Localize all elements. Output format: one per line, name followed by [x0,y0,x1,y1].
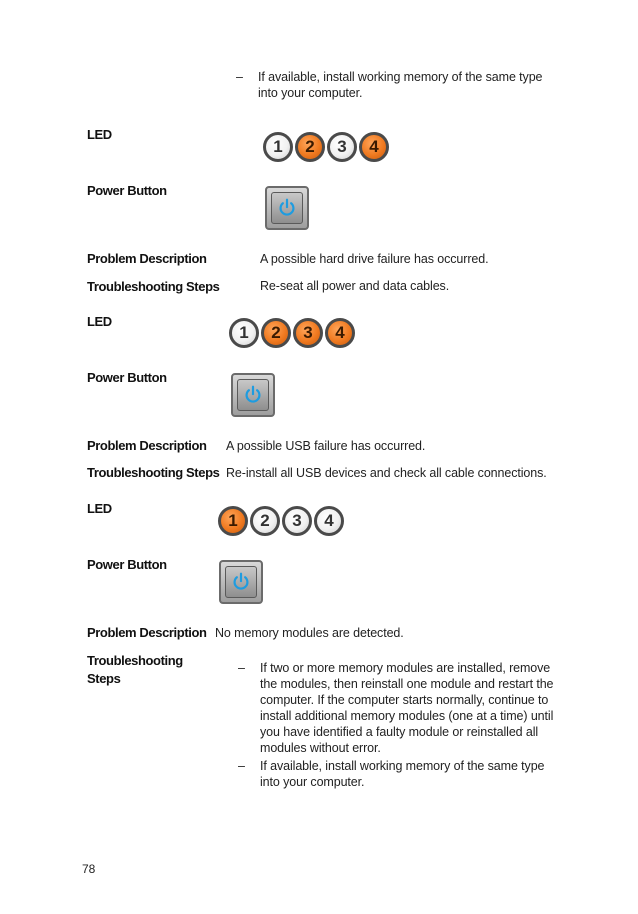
power-button-label: Power Button [87,183,167,198]
problem-description-label: Problem Description [87,625,207,640]
problem-description-text: No memory modules are detected. [215,626,404,640]
problem-description-label: Problem Description [87,251,207,266]
problem-description-text: A possible USB failure has occurred. [226,439,426,453]
troubleshooting-steps-text: Re-seat all power and data cables. [260,279,450,293]
led-indicator-row [229,318,355,348]
led-label: LED [87,314,112,329]
led-4: 4 [359,132,389,162]
led-1: 1 [263,132,293,162]
led-4: 4 [314,506,344,536]
bullet-dash: – [238,759,245,773]
power-button-label: Power Button [87,370,167,385]
led-1: 1 [218,506,248,536]
troubleshooting-steps-label: Troubleshooting Steps [87,465,220,480]
led-2: 2 [250,506,280,536]
led-2: 2 [261,318,291,348]
problem-description-label: Problem Description [87,438,207,453]
led-2: 2 [295,132,325,162]
led-indicator-row [218,506,344,536]
bullet-text: If two or more memory modules are installed, remove the modules, then reinstall one module and restart the computer. If the computer starts normally, continue to install additional memory modules (one at a time) until you have identified a faulty module or reinstalled all modules without error. [260,661,554,755]
led-indicator-row [263,132,389,162]
problem-description-text: A possible hard drive failure has occurred. [260,252,489,266]
led-1: 1 [229,318,259,348]
led-4: 4 [325,318,355,348]
bullet-text: If available, install working memory of the same type into your computer. [258,70,543,100]
bullet-dash: – [238,661,245,675]
bullet-dash: – [236,70,243,84]
led-label: LED [87,501,112,516]
troubleshooting-steps-label: Troubleshooting Steps [87,653,183,686]
power-button-label: Power Button [87,557,167,572]
troubleshooting-steps-label: Troubleshooting Steps [87,279,220,294]
led-label: LED [87,127,112,142]
power-button-icon [219,560,263,604]
led-3: 3 [327,132,357,162]
page-number: 78 [82,862,96,876]
led-3: 3 [282,506,312,536]
power-button-icon [265,186,309,230]
bullet-text: If available, install working memory of the same type into your computer. [260,759,545,789]
troubleshooting-steps-text: Re-install all USB devices and check all cable connections. [226,466,547,480]
led-3: 3 [293,318,323,348]
power-button-icon [231,373,275,417]
